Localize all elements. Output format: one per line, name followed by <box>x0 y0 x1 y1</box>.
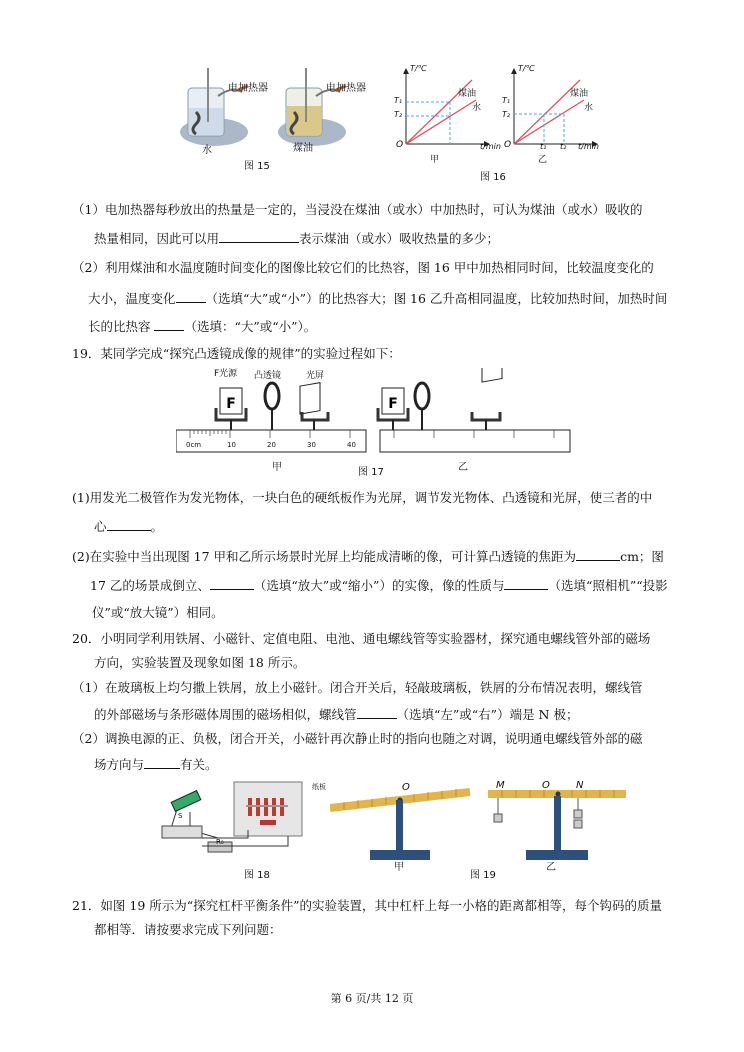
q19-blank-3[interactable] <box>210 577 254 590</box>
q18-blank-2[interactable] <box>176 290 206 303</box>
fig16-left-y-label: T/℃ <box>410 64 427 73</box>
fig16-right-tick-x2: t₂ <box>560 142 567 151</box>
q19-p2-text-a: (2)在实验中当出现图 17 甲和乙所示场景时光屏上均能成清晰的像，可计算凸透镜的焦距为 <box>72 549 577 564</box>
q19-p2-text-e: （选填“照相机”“投影 <box>548 578 668 593</box>
q19-blank-1[interactable] <box>107 518 151 531</box>
fig16-left-tick-t1: T₁ <box>394 96 403 105</box>
fig16-left-sublabel: 甲 <box>430 155 440 165</box>
svg-text:F: F <box>226 396 236 412</box>
q20-blank-2[interactable] <box>144 756 180 769</box>
q20-p1-line1: （1）在玻璃板上均匀撒上铁屑，放上小磁针。闭合开关后，轻敲玻璃板，铁屑的分布情况表明，螺线管 <box>72 680 643 695</box>
q18-p2-text-a: 大小，温度变化 <box>88 291 176 306</box>
fig19-sublabel-b: 乙 <box>546 862 556 873</box>
beaker-label-water: 水 <box>202 145 212 156</box>
fig16-right-x-label: t/min <box>578 142 599 151</box>
fig17-tick-10: 10 <box>227 441 236 449</box>
q20-p2-line1: （2）调换电源的正、负极，闭合开关，小磁针再次静止时的指向也随之对调，说明通电螺线管外部的磁 <box>72 731 643 746</box>
figure-16-caption: 图 16 <box>480 172 506 183</box>
q19-blank-4[interactable] <box>504 577 548 590</box>
fig17-tick-20: 20 <box>267 441 276 449</box>
q18-p2-text-b: （选填“大”或“小”）的比热容大；图 16 乙升高相同温度，比较加热时间，加热时间 <box>205 291 668 306</box>
heater-label-1: 电加热器 <box>228 83 268 94</box>
q19-title: 19．某同学完成“探究凸透镜成像的规律”的实验过程如下： <box>72 346 401 361</box>
fig16-left-origin: O <box>396 140 404 150</box>
fig17-tick-0: 0cm <box>186 441 202 449</box>
q21-line1: 21．如图 19 所示为“探究杠杆平衡条件”的实验装置，其中杠杆上每一小格的距离都相等，每个钩码的质量 <box>72 898 663 913</box>
q18-p2-line2 <box>88 290 667 307</box>
fig17-tick-40: 40 <box>347 441 356 449</box>
svg-text:F: F <box>388 396 398 412</box>
page-footer: 第 6 页/共 12 页 <box>330 992 414 1005</box>
q18-p2-line3 <box>88 318 316 335</box>
fig19-sublabel-a: 甲 <box>394 862 404 873</box>
q19-p1-text-b: 。 <box>150 519 164 534</box>
fig17-label-screen: 光屏 <box>306 371 325 381</box>
q18-blank-1[interactable] <box>219 230 299 243</box>
q18-p2-text-c: 长的比热容 <box>88 319 155 334</box>
fig19-pivot-label-b: O <box>542 780 550 791</box>
q20-title-line2: 方向，实验装置及现象如图 18 所示。 <box>94 655 306 670</box>
fig16-left-x-label: t/min <box>480 142 501 151</box>
q19-p2-line3: 仪”或“放大镜”）相同。 <box>92 605 224 620</box>
q19-p2-line2 <box>90 577 668 594</box>
q18-p1-line2 <box>94 230 499 247</box>
fig17-label-source: F光源 <box>214 369 238 379</box>
figure-15-caption: 图 15 <box>244 161 270 172</box>
q18-p1-text-a: 热量相同，因此可以用 <box>94 231 220 246</box>
heater-label-2: 电加热器 <box>326 83 366 94</box>
q20-title-line1: 20．小明同学利用铁屑、小磁针、定值电阻、电池、通电螺线管等实验器材，探究通电螺线管外部的磁场 <box>72 631 651 646</box>
q19-p1-line2 <box>94 518 163 535</box>
q19-p2-text-b: cm；图 <box>620 549 664 564</box>
figure-18 <box>148 776 318 862</box>
q19-p1-text-a: 心 <box>94 519 107 534</box>
q20-p2-text-a: 场方向与 <box>94 757 145 772</box>
q21-line2: 都相等．请按要求完成下列问题： <box>94 922 282 937</box>
fig16-right-tick-t2: T₂ <box>502 110 511 119</box>
q20-p1-text-b: （选填“左”或“右”）端是 N 极； <box>396 707 579 722</box>
q19-blank-2[interactable] <box>576 548 620 561</box>
q18-p2-text-d: （选填：“大”或“小”）。 <box>184 319 317 334</box>
fig17-sublabel-b: 乙 <box>458 462 468 473</box>
fig18-board-label: 纸板 <box>312 783 326 791</box>
fig17-sublabel-a: 甲 <box>272 462 282 473</box>
fig16-right-tick-t1: T₁ <box>502 96 511 105</box>
beaker-label-kerosene: 煤油 <box>293 143 313 154</box>
q20-p2-line2 <box>94 756 218 773</box>
fig16-right-tick-x1: t₁ <box>540 142 547 151</box>
figure-19-caption: 图 19 <box>470 870 496 881</box>
fig19-label-m: M <box>496 780 505 791</box>
q18-blank-3[interactable] <box>154 318 184 331</box>
q19-p2-line1 <box>72 548 664 565</box>
fig16-left-tick-t2: T₂ <box>394 110 403 119</box>
fig17-tick-30: 30 <box>307 441 316 449</box>
fig16-left-series-water: 水 <box>472 103 482 113</box>
figure-19 <box>330 780 630 864</box>
q19-p2-text-c: 17 乙的场景成倒立、 <box>90 578 210 593</box>
fig16-right-series-kerosene: 煤油 <box>570 89 589 99</box>
fig16-right-series-water: 水 <box>584 103 594 113</box>
q20-blank-1[interactable] <box>357 706 397 719</box>
fig19-label-n: N <box>576 780 584 791</box>
fig17-label-lens: 凸透镜 <box>254 371 282 381</box>
figure-16 <box>388 66 608 166</box>
fig16-right-y-label: T/℃ <box>518 64 535 73</box>
q20-p1-text-a: 的外部磁场与条形磁体周围的磁场相似，螺线管 <box>94 707 357 722</box>
fig19-pivot-label-a: O <box>402 782 410 793</box>
q19-p1-line1: (1)用发光二极管作为发光物体，一块白色的硬纸板作为光屏，调节发光物体、凸透镜和光屏，使三者的中 <box>72 490 653 505</box>
figure-18-caption: 图 18 <box>244 870 270 881</box>
q20-p1-line2 <box>94 706 578 723</box>
fig16-right-origin: O <box>504 140 512 150</box>
fig16-right-sublabel: 乙 <box>538 155 548 165</box>
q18-p1-line1: （1）电加热器每秒放出的热量是一定的，当浸没在煤油（或水）中加热时，可认为煤油（或水）吸收的 <box>72 202 643 217</box>
figure-17-caption: 图 17 <box>358 467 384 478</box>
fig16-left-series-kerosene: 煤油 <box>458 89 477 99</box>
q20-p2-text-b: 有关。 <box>180 757 218 772</box>
q18-p1-text-b: 表示煤油（或水）吸收热量的多少； <box>299 231 500 246</box>
fig18-resistor-label: R₀ <box>216 838 224 846</box>
q18-p2-line1: （2）利用煤油和水温度随时间变化的图像比较它们的比热容，图 16 甲中加热相同时间，比较温度变化的 <box>72 260 654 275</box>
fig18-switch-label: S <box>178 812 183 820</box>
q19-p2-text-d: （选填“放大”或“缩小”）的实像，像的性质与 <box>253 578 505 593</box>
